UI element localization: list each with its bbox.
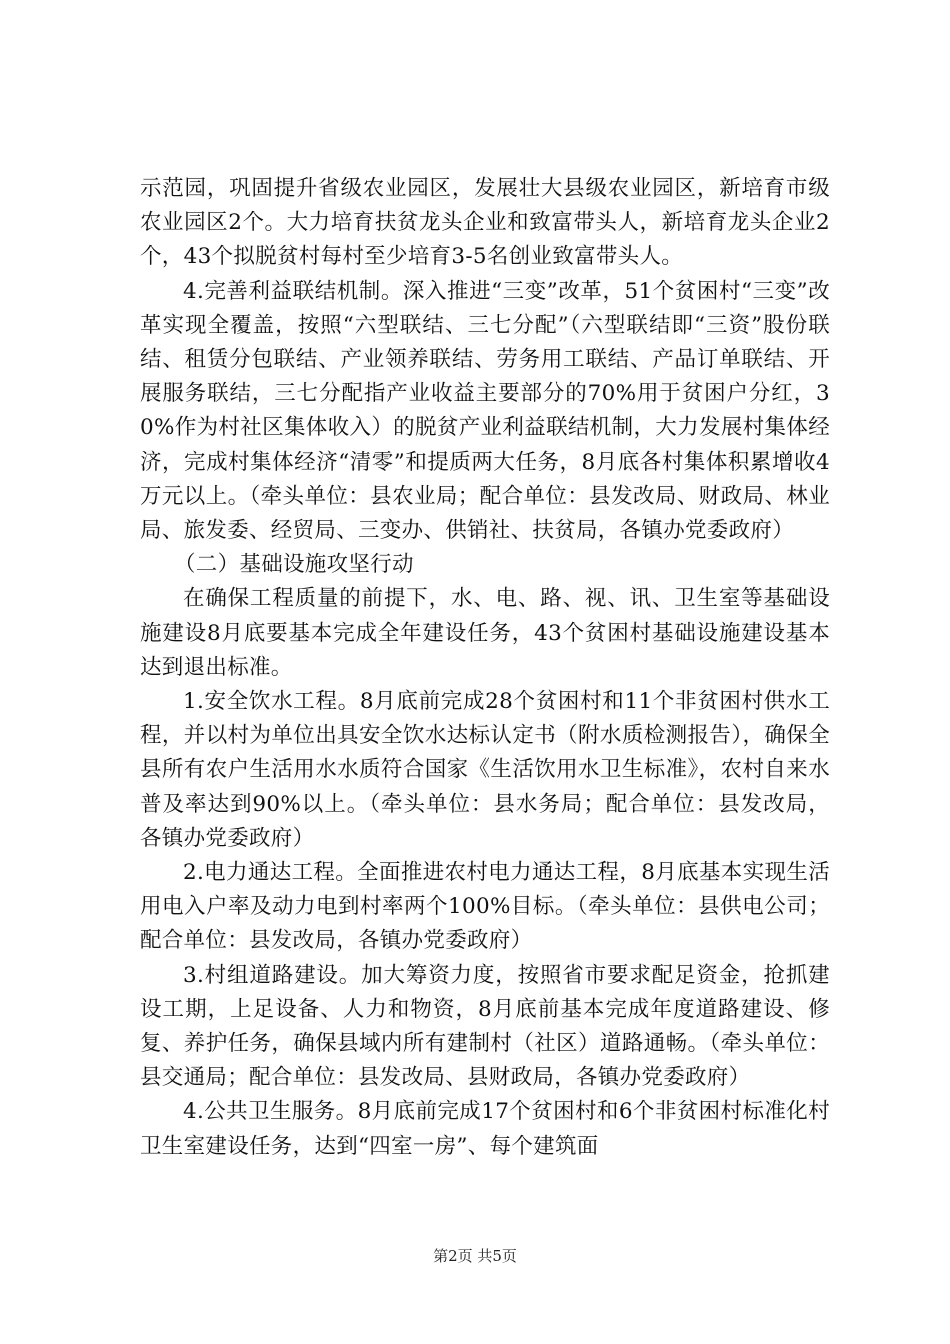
section-heading-infrastructure: （二）基础设施攻坚行动 bbox=[174, 552, 414, 578]
paragraph-public-health: 4.公共卫生服务。8月底前完成17个贫困村和6个非贫困村标准化村卫生室建设任务，达到“四室一房”、每个建筑面 bbox=[140, 1099, 830, 1159]
paragraph-infrastructure-intro: 在确保工程质量的前提下，水、电、路、视、讯、卫生室等基础设施建设8月底要基本完成全年建设任务，43个贫困村基础设施建设基本达到退出标准。 bbox=[140, 586, 830, 680]
paragraph-benefit-linkage: 4.完善利益联结机制。深入推进“三变”改革，51个贫困村“三变”改革实现全覆盖，按照“六型联结、三七分配”（六型联结即“三资”股份联结、租赁分包联结、产业领养联结、劳务用工联结、产品订单联结、开展服务联结，三七分配指产业收益主要部分的70%用于贫困户分红，30%作为村社区集体收入）的脱贫产业利益联结机制，大力发展村集体经济，完成村集体经济“清零”和提质两大任务，8月底各村集体积累增收4万元以上。（牵头单位：县农业局；配合单位：县发改局、财政局、林业局、旅发委、经贸局、三变办、供销社、扶贫局，各镇办党委政府） bbox=[140, 278, 830, 544]
page-number-footer: 第2页 共5页 bbox=[433, 1247, 517, 1265]
paragraph-continuation: 示范园，巩固提升省级农业园区，发展壮大县级农业园区，新培育市级农业园区2个。大力培育扶贫龙头企业和致富带头人，新培育龙头企业2个，43个拟脱贫村每村至少培育3-5名创业致富带头人。 bbox=[140, 176, 830, 270]
paragraph-electricity: 2.电力通达工程。全面推进农村电力通达工程，8月底基本实现生活用电入户率及动力电到村率两个100%目标。（牵头单位：县供电公司；配合单位：县发改局，各镇办党委政府） bbox=[140, 860, 830, 954]
document-body bbox=[140, 172, 830, 1164]
paragraph-drinking-water: 1.安全饮水工程。8月底前完成28个贫困村和11个非贫困村供水工程，并以村为单位出具安全饮水达标认定书（附水质检测报告），确保全县所有农户生活用水水质符合国家《生活饮用水卫生标准》，农村自来水普及率达到90%以上。（牵头单位：县水务局；配合单位：县发改局，各镇办党委政府） bbox=[140, 689, 830, 851]
paragraph-roads: 3.村组道路建设。加大筹资力度，按照省市要求配足资金，抢抓建设工期，上足设备、人力和物资，8月底前基本完成年度道路建设、修复、养护任务，确保县域内所有建制村（社区）道路通畅。（牵头单位：县交通局；配合单位：县发改局、县财政局，各镇办党委政府） bbox=[140, 962, 830, 1091]
